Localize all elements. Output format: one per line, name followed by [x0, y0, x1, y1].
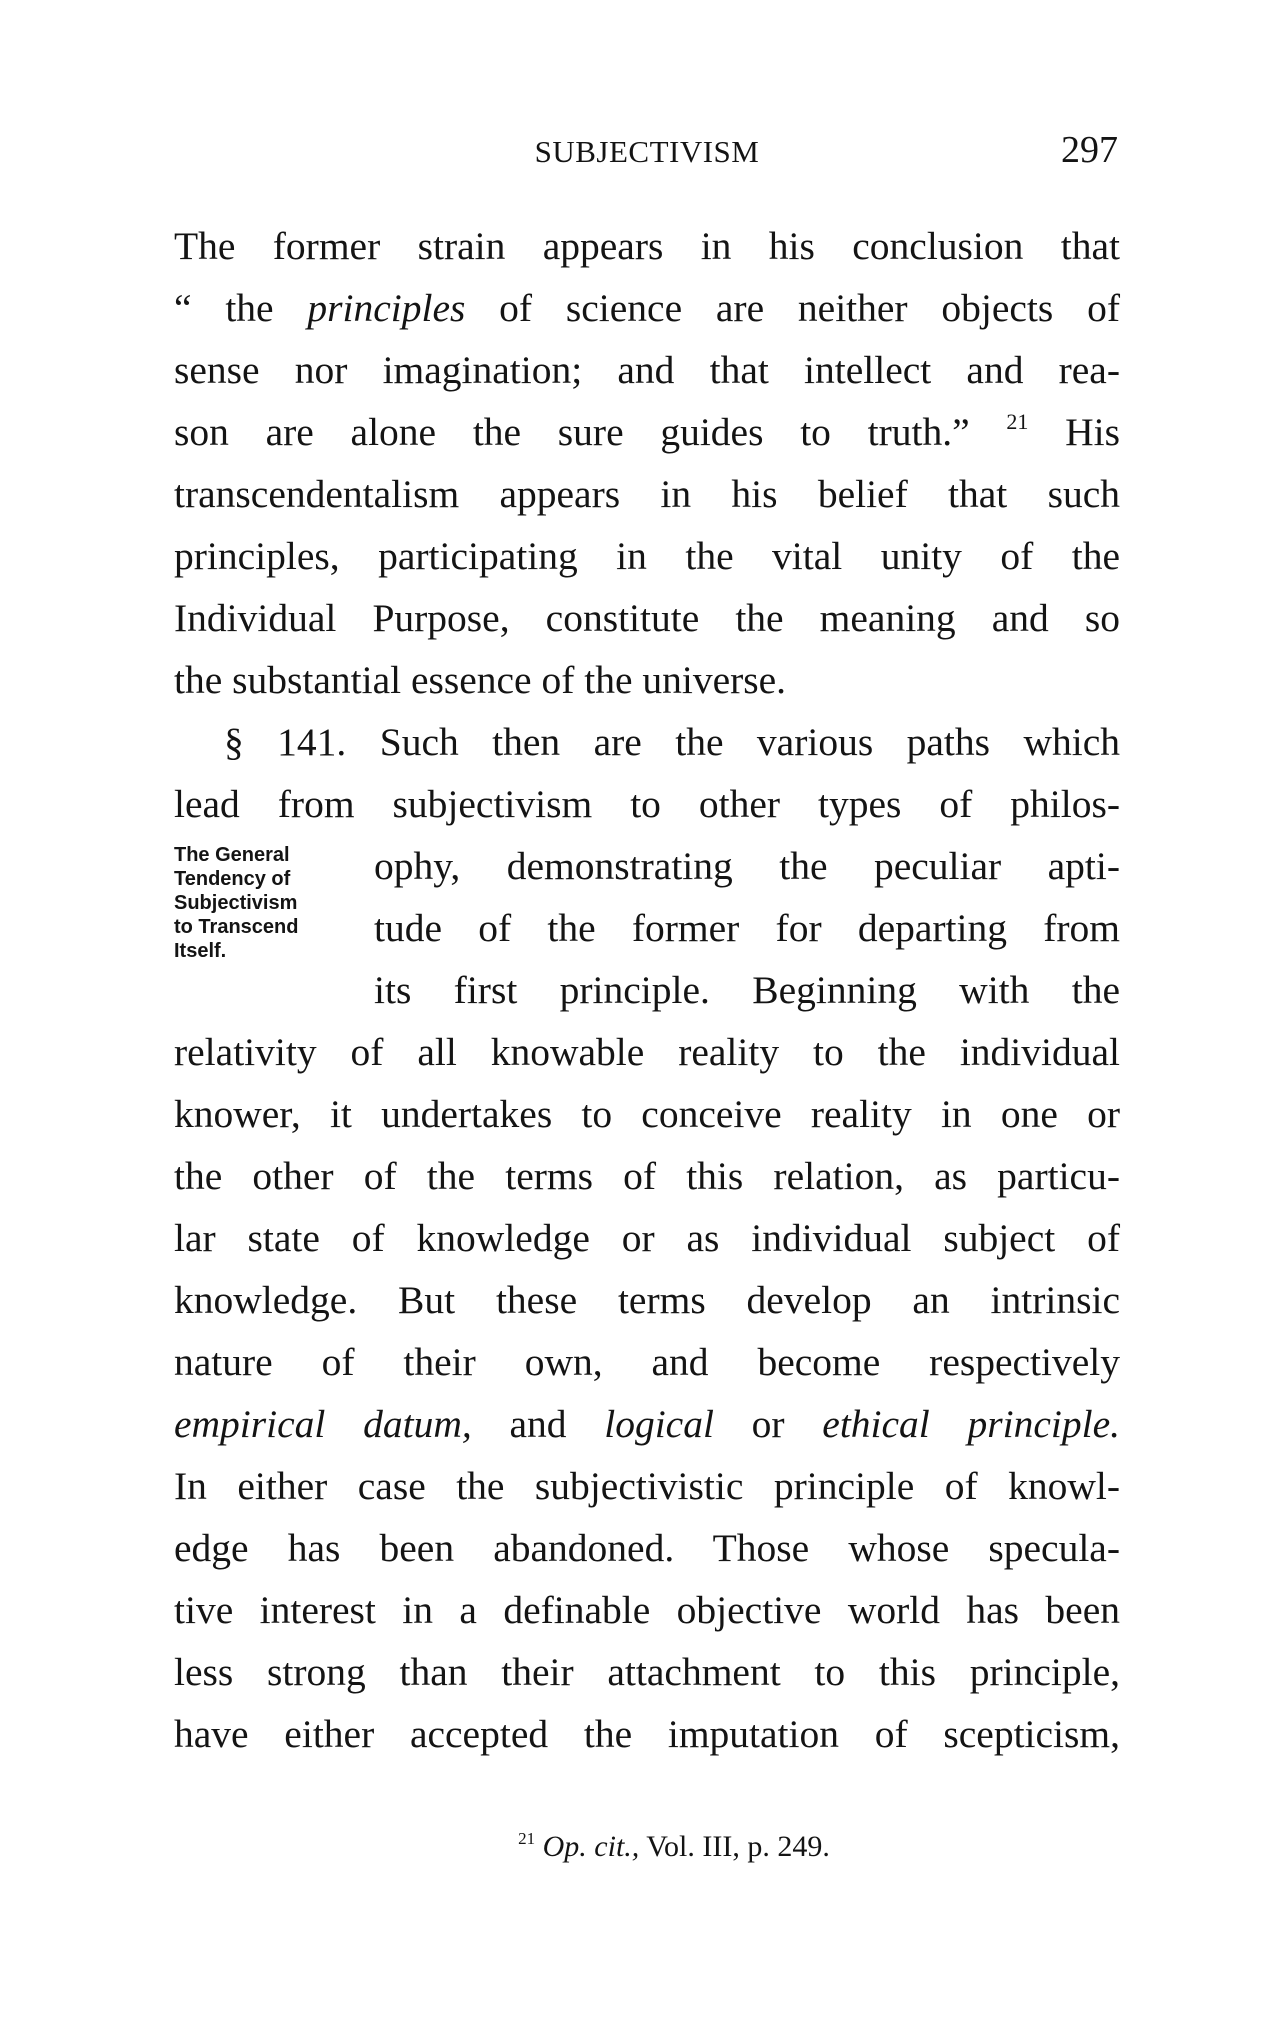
- page-number: 297: [1061, 129, 1118, 171]
- text-line: principles, participating in the vital unity of the: [174, 534, 1120, 578]
- footnote-text: Vol. III, p. 249.: [639, 1830, 830, 1863]
- marginal-note-line: The General: [174, 844, 290, 866]
- sidenote-block: [174, 835, 1120, 1021]
- text-line: [174, 401, 1120, 463]
- text-line: The former strain appears in his conclusion that: [174, 224, 1120, 268]
- text-line: sense nor imagination; and that intellect and rea-: [174, 348, 1120, 392]
- text-fragment: of science are neither objects of: [465, 286, 1120, 330]
- text-line: lead from subjectivism to other types of philos-: [174, 782, 1120, 826]
- text-line: relativity of all knowable reality to the individual: [174, 1030, 1120, 1074]
- footnote-citation: Op. cit.,: [542, 1830, 640, 1863]
- text-line: nature of their own, and become respectively: [174, 1340, 1120, 1384]
- text-fragment: and: [471, 1402, 605, 1446]
- text-line: knower, it undertakes to conceive reality in one or: [174, 1092, 1120, 1136]
- text-line: tive interest in a definable objective world has been: [174, 1588, 1120, 1632]
- text-line: [174, 277, 1120, 339]
- italic-term: principles: [307, 286, 466, 330]
- text-fragment: or: [713, 1402, 823, 1446]
- italic-term: logical: [604, 1402, 714, 1446]
- text-line: less strong than their attachment to this principle,: [174, 1650, 1120, 1694]
- text-line: ophy, demonstrating the peculiar apti-: [374, 844, 1120, 888]
- italic-term: empirical datum,: [174, 1402, 472, 1446]
- marginal-note-line: Subjectivism: [174, 892, 298, 914]
- footnote-reference: 21: [1006, 409, 1029, 434]
- text-line: the other of the terms of this relation, as particu-: [174, 1154, 1120, 1198]
- text-fragment: His: [1028, 410, 1120, 454]
- text-line: lar state of knowledge or as individual subject of: [174, 1216, 1120, 1260]
- marginal-note: [174, 843, 364, 963]
- text-line: its first principle. Beginning with the: [374, 968, 1120, 1012]
- text-line: Individual Purpose, constitute the meaning and so: [174, 596, 1120, 640]
- text-line: transcendentalism appears in his belief that such: [174, 472, 1120, 516]
- text-line: edge has been abandoned. Those whose specula-: [174, 1526, 1120, 1570]
- text-line: [174, 1393, 1120, 1455]
- text-line: have either accepted the imputation of scepticism,: [174, 1712, 1120, 1756]
- text-fragment: “ the: [174, 286, 308, 330]
- text-line: knowledge. But these terms develop an intrinsic: [174, 1278, 1120, 1322]
- running-head: SUBJECTIVISM: [534, 134, 760, 169]
- page-header: [174, 128, 1120, 178]
- italic-term: ethical principle.: [822, 1402, 1120, 1446]
- footnote: [0, 1830, 1288, 1864]
- text-fragment: son are alone the sure guides to truth.”: [174, 410, 1007, 454]
- footnote-marker: 21: [518, 1829, 536, 1848]
- section-start-line: § 141. Such then are the various paths which: [224, 720, 1120, 764]
- marginal-note-line: to Transcend: [174, 916, 299, 938]
- marginal-note-line: Tendency of: [174, 868, 291, 890]
- marginal-note-line: Itself.: [174, 940, 227, 962]
- text-line: In either case the subjectivistic principle of knowl-: [174, 1464, 1120, 1508]
- body-text: [174, 215, 1120, 1765]
- text-line: tude of the former for departing from: [374, 906, 1120, 950]
- text-line: the substantial essence of the universe.: [174, 658, 787, 702]
